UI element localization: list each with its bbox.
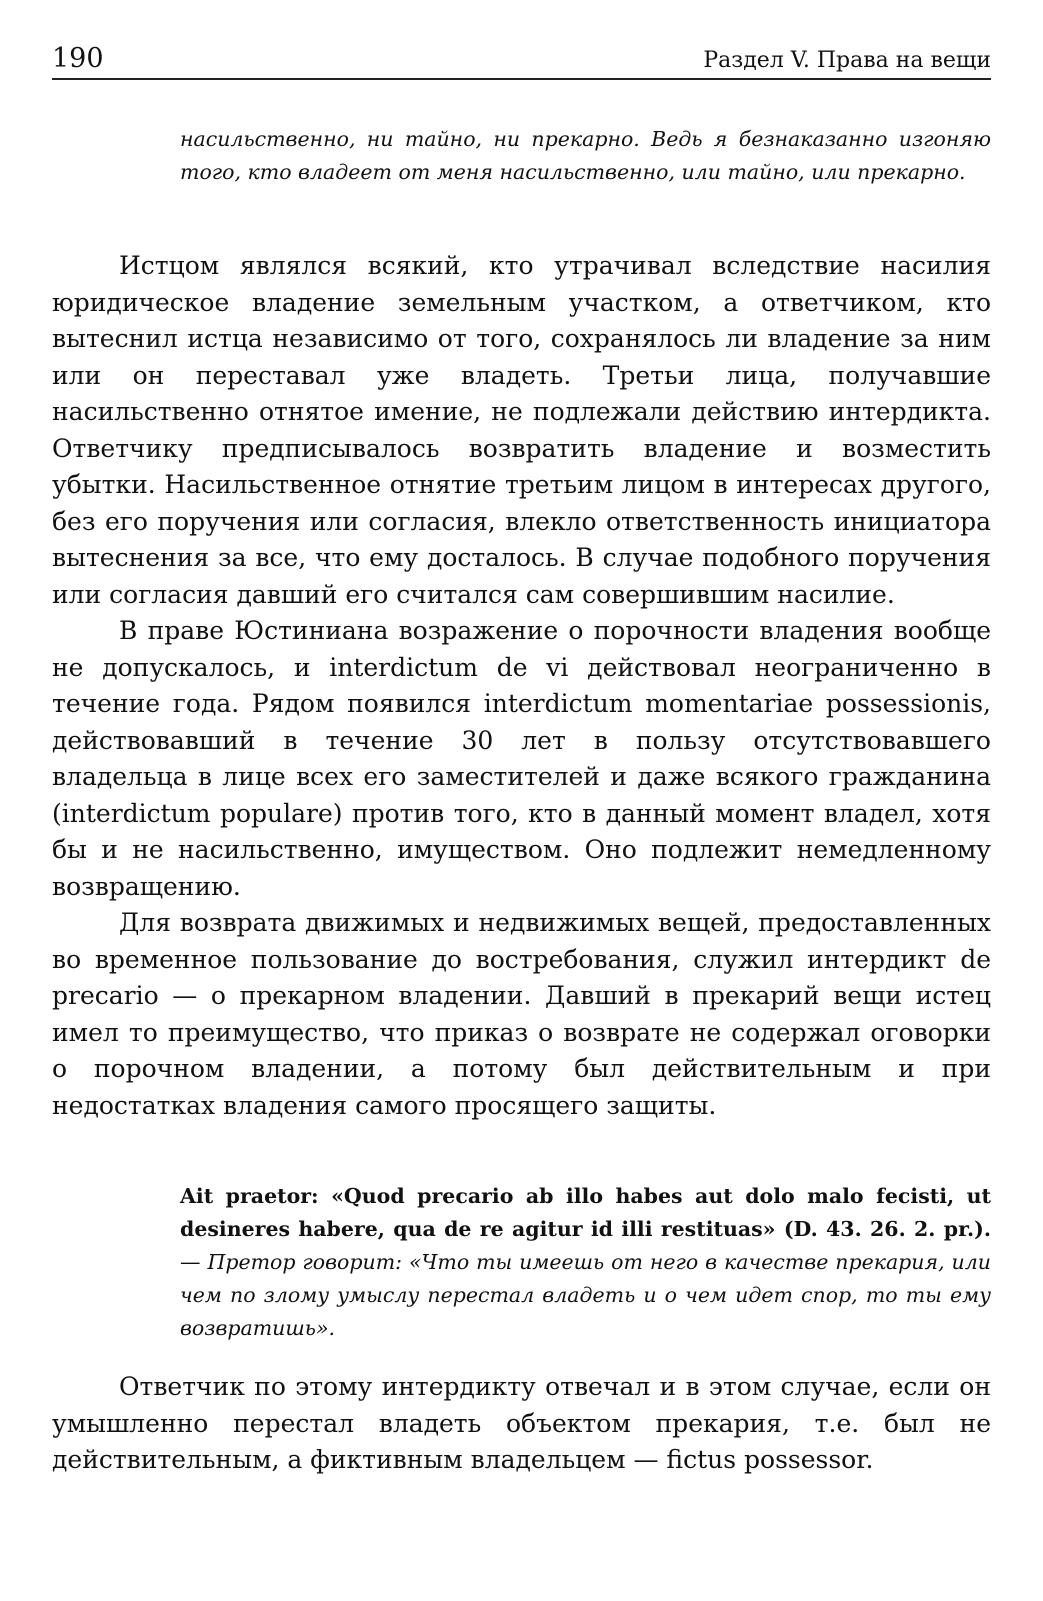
quote-dash: —	[180, 1250, 208, 1274]
running-title: Раздел V. Права на вещи	[703, 48, 991, 73]
quote-translation: Претор говорит: «Что ты имеешь от него в качестве прекария, или чем по злому умыслу перестал владеть и о чем идет спор, то ты ему возвратишь».	[180, 1250, 991, 1340]
body-text-main	[52, 248, 991, 1124]
paragraph-fictus-possessor: Ответчик по этому интердикту отвечал и в этом случае, если он умышленно перестал владеть объектом прекария, т.е. был не действительным, а фиктивным владельцем — fictus possessor.	[52, 1372, 991, 1474]
latin-quote: Ait praetor: «Quod precario ab illo habes aut dolo malo fecisti, ut desineres habere, qua de re agitur id illi restituas» (D. 43. 26. 2. pr.).	[180, 1184, 991, 1241]
quote-block-top	[180, 123, 991, 189]
quote-top-text: насильственно, ни тайно, ни прекарно. Ведь я безнаказанно изгоняю того, кто владеет от меня насильственно, или тайно, или прекарно.	[180, 127, 991, 184]
paragraph-plaintiff: Истцом являлся всякий, кто утрачивал вследствие насилия юридическое владение земельным участком, а ответчиком, кто вытеснил истца независимо от того, сохранялось ли владение за ним или он переставал уже владеть. Третьи лица, получавшие насильственно отнятое имение, не подлежали действию интердикта. Ответчику предписывалось возвратить владение и возместить убытки. Насильственное отнятие третьим лицом в интересах другого, без его поручения или согласия, влекло ответственность инициатора вытеснения за все, что ему досталось. В случае подобного поручения или согласия давший его считался сам совершившим насилие.	[52, 251, 991, 609]
body-text-final	[52, 1369, 991, 1479]
paragraph-precario: Для возврата движимых и недвижимых вещей, предоставленных во временное пользование до востребования, служил интердикт de precario — о прекарном владении. Давший в прекарий вещи истец имел то преимущество, что приказ о возврате не содержал оговорки о порочном владении, а потому был действительным и при недостатках владения самого просящего защиты.	[52, 908, 991, 1120]
quote-block-latin	[180, 1180, 991, 1345]
page-header	[52, 40, 991, 80]
paragraph-justinian: В праве Юстиниана возражение о порочности владения вообще не допускалось, и interdictum de vi действовал неограниченно в течение года. Рядом появился interdictum momentariae possessionis, действовавший в течение 30 лет в пользу отсутствовавшего владельца в лице всех его заместителей и даже всякого гражданина (interdictum populare) против того, кто в данный момент владел, хотя бы и не насильственно, имуществом. Оно подлежит немедленному возвращению.	[52, 616, 991, 901]
page-number: 190	[52, 43, 104, 74]
